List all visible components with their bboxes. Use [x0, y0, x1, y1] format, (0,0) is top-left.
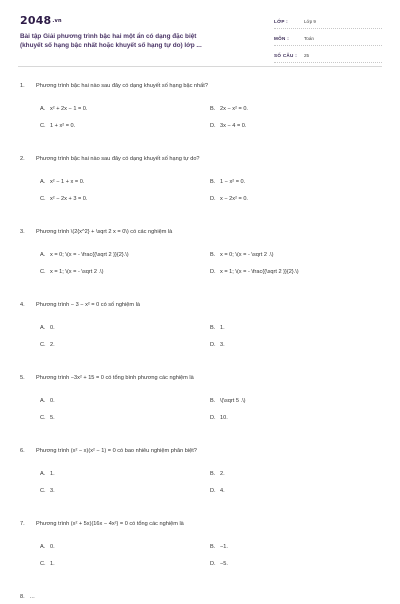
- option-text: 2.: [50, 342, 55, 348]
- question-number: 3.: [20, 229, 25, 235]
- option-text: 1 − x² = 0.: [220, 179, 246, 185]
- option-text: x = 0; \(x = - \sqrt 2 .\): [220, 252, 274, 258]
- option-text: 3x − 4 = 0.: [220, 123, 247, 129]
- option-text: 1.: [220, 325, 225, 331]
- question-block: [20, 83, 380, 129]
- option-text: 1.: [50, 561, 55, 567]
- answer-option-c[interactable]: [40, 561, 55, 567]
- option-label: A.: [40, 325, 46, 331]
- option-text: x² − 2x + 3 = 0.: [50, 196, 88, 202]
- option-text: 1.: [50, 471, 55, 477]
- option-label: A.: [40, 398, 46, 404]
- answer-option-a[interactable]: [40, 252, 129, 258]
- option-label: A.: [40, 252, 46, 258]
- option-label: C.: [40, 488, 46, 494]
- option-text: \(\sqrt 5 .\): [220, 398, 246, 404]
- question-text: Phương trình (x² + 5x)(16x − 4x²) = 0 có tổng các nghiệm là: [36, 521, 184, 527]
- option-text: 10.: [220, 415, 228, 421]
- question-text: Phương trình bậc hai nào sau đây có dạng khuyết số hạng bậc nhất?: [36, 83, 208, 89]
- option-label: D.: [210, 196, 216, 202]
- answer-option-a[interactable]: [40, 471, 55, 477]
- question-text: Phương trình − 3 − x² = 0 có số nghiệm là: [36, 302, 140, 308]
- answer-option-b[interactable]: [210, 179, 245, 185]
- option-label: B.: [210, 471, 216, 477]
- option-label: B.: [210, 398, 216, 404]
- meta-row-count: [274, 48, 382, 63]
- question-number: 5.: [20, 375, 25, 381]
- question-block: [20, 521, 380, 567]
- question-stem: [20, 83, 380, 93]
- answer-option-a[interactable]: [40, 106, 87, 112]
- question-number: 7.: [20, 521, 25, 527]
- question-stem: [20, 156, 380, 166]
- meta-value: Lớp 9: [304, 19, 316, 24]
- option-label: C.: [40, 342, 46, 348]
- option-text: 3.: [50, 488, 55, 494]
- option-label: D.: [210, 123, 216, 129]
- option-label: A.: [40, 106, 46, 112]
- option-text: x² − 1 + x = 0.: [50, 179, 85, 185]
- answer-option-d[interactable]: [210, 123, 246, 129]
- question-number: 1.: [20, 83, 25, 89]
- question-stem: [20, 229, 380, 239]
- question-stem: [20, 448, 380, 458]
- option-text: −1.: [220, 544, 228, 550]
- answer-option-d[interactable]: [210, 415, 228, 421]
- meta-value: 25: [304, 53, 310, 58]
- answer-option-c[interactable]: [40, 269, 103, 275]
- question-stem: [20, 375, 380, 385]
- answer-option-b[interactable]: [210, 252, 273, 258]
- meta-key: LỚP :: [274, 19, 289, 24]
- answer-option-c[interactable]: [40, 488, 55, 494]
- question-text: Phương trình bậc hai nào sau đây có dạng khuyết số hạng tự do?: [36, 156, 200, 162]
- option-text: 0.: [50, 398, 55, 404]
- answer-option-d[interactable]: [210, 196, 248, 202]
- option-text: x = 0; \(x = - \frac{{\sqrt 2 }}{2}.\): [50, 252, 129, 258]
- question-text: Phương trình −3x² + 15 = 0 có tổng bình phương các nghiệm là: [36, 375, 194, 381]
- option-label: D.: [210, 561, 216, 567]
- answer-option-b[interactable]: [210, 106, 248, 112]
- option-text: x − 2x² = 0.: [220, 196, 248, 202]
- question-number: 4.: [20, 302, 25, 308]
- option-label: B.: [210, 544, 216, 550]
- worksheet-header: [20, 14, 382, 62]
- option-text: x = 1; \(x = - \sqrt 2 .\): [50, 269, 104, 275]
- answer-option-d[interactable]: [210, 342, 225, 348]
- answer-option-c[interactable]: [40, 415, 55, 421]
- option-label: B.: [210, 106, 216, 112]
- option-label: C.: [40, 415, 46, 421]
- answer-option-b[interactable]: [210, 325, 225, 331]
- next-question-cutoff: 8. …: [20, 594, 35, 600]
- meta-block: [274, 14, 382, 65]
- question-block: [20, 156, 380, 202]
- document-title: [20, 33, 252, 50]
- option-label: A.: [40, 471, 46, 477]
- option-text: 5.: [50, 415, 55, 421]
- question-stem: [20, 302, 380, 312]
- option-label: D.: [210, 415, 216, 421]
- option-label: C.: [40, 123, 46, 129]
- option-label: C.: [40, 196, 46, 202]
- question-text: Phương trình (x² − x)(x² − 1) = 0 có bao nhiêu nghiệm phân biệt?: [36, 448, 197, 454]
- question-number: 2.: [20, 156, 25, 162]
- answer-option-c[interactable]: [40, 342, 55, 348]
- option-text: x = 1; \(x = - \frac{{\sqrt 2 }}{2}.\): [220, 269, 299, 275]
- title-line-2: (khuyết số hạng bậc nhất hoặc khuyết số hạng tự do) lớp ...: [20, 41, 202, 49]
- option-label: B.: [210, 252, 216, 258]
- option-label: B.: [210, 325, 216, 331]
- answer-option-a[interactable]: [40, 325, 55, 331]
- option-text: 2x − x² = 0.: [220, 106, 248, 112]
- answer-option-d[interactable]: [210, 488, 225, 494]
- answer-option-d[interactable]: [210, 269, 299, 275]
- option-label: C.: [40, 561, 46, 567]
- option-text: 4.: [220, 488, 225, 494]
- option-text: 0.: [50, 325, 55, 331]
- answer-option-a[interactable]: [40, 179, 84, 185]
- option-text: x² + 2x − 1 = 0.: [50, 106, 88, 112]
- option-label: A.: [40, 544, 46, 550]
- answer-option-b[interactable]: [210, 544, 228, 550]
- option-label: C.: [40, 269, 46, 275]
- logo-suffix: .vn: [52, 18, 62, 24]
- option-label: D.: [210, 269, 216, 275]
- meta-key: SỐ CÂU :: [274, 53, 298, 58]
- meta-value: Toán: [304, 36, 314, 41]
- option-text: 3.: [220, 342, 225, 348]
- option-label: B.: [210, 179, 216, 185]
- question-text: Phương trình \(2{x^2} + \sqrt 2 x = 0\) có các nghiệm là: [36, 229, 173, 235]
- question-stem: [20, 521, 380, 531]
- question-block: [20, 448, 380, 494]
- question-block: [20, 229, 380, 275]
- answer-option-d[interactable]: [210, 561, 228, 567]
- option-text: 2.: [220, 471, 225, 477]
- answer-option-c[interactable]: [40, 196, 87, 202]
- question-number: 6.: [20, 448, 25, 454]
- header-divider: [18, 66, 382, 67]
- answer-option-b[interactable]: [210, 471, 225, 477]
- option-label: D.: [210, 342, 216, 348]
- option-text: 1 + x² = 0.: [50, 123, 76, 129]
- question-block: [20, 302, 380, 348]
- answer-option-a[interactable]: [40, 544, 55, 550]
- option-label: A.: [40, 179, 46, 185]
- answer-option-c[interactable]: [40, 123, 75, 129]
- answer-option-b[interactable]: [210, 398, 246, 404]
- title-line-1: Bài tập Giải phương trình bậc hai một ẩn có dạng đặc biệt: [20, 33, 197, 40]
- option-text: 0.: [50, 544, 55, 550]
- meta-row-class: [274, 14, 382, 29]
- meta-row-subject: [274, 31, 382, 46]
- logo-text: 2048: [20, 14, 52, 27]
- answer-option-a[interactable]: [40, 398, 55, 404]
- site-logo[interactable]: [20, 14, 62, 27]
- question-block: [20, 375, 380, 421]
- option-text: −5.: [220, 561, 228, 567]
- meta-key: MÔN :: [274, 36, 290, 41]
- option-label: D.: [210, 488, 216, 494]
